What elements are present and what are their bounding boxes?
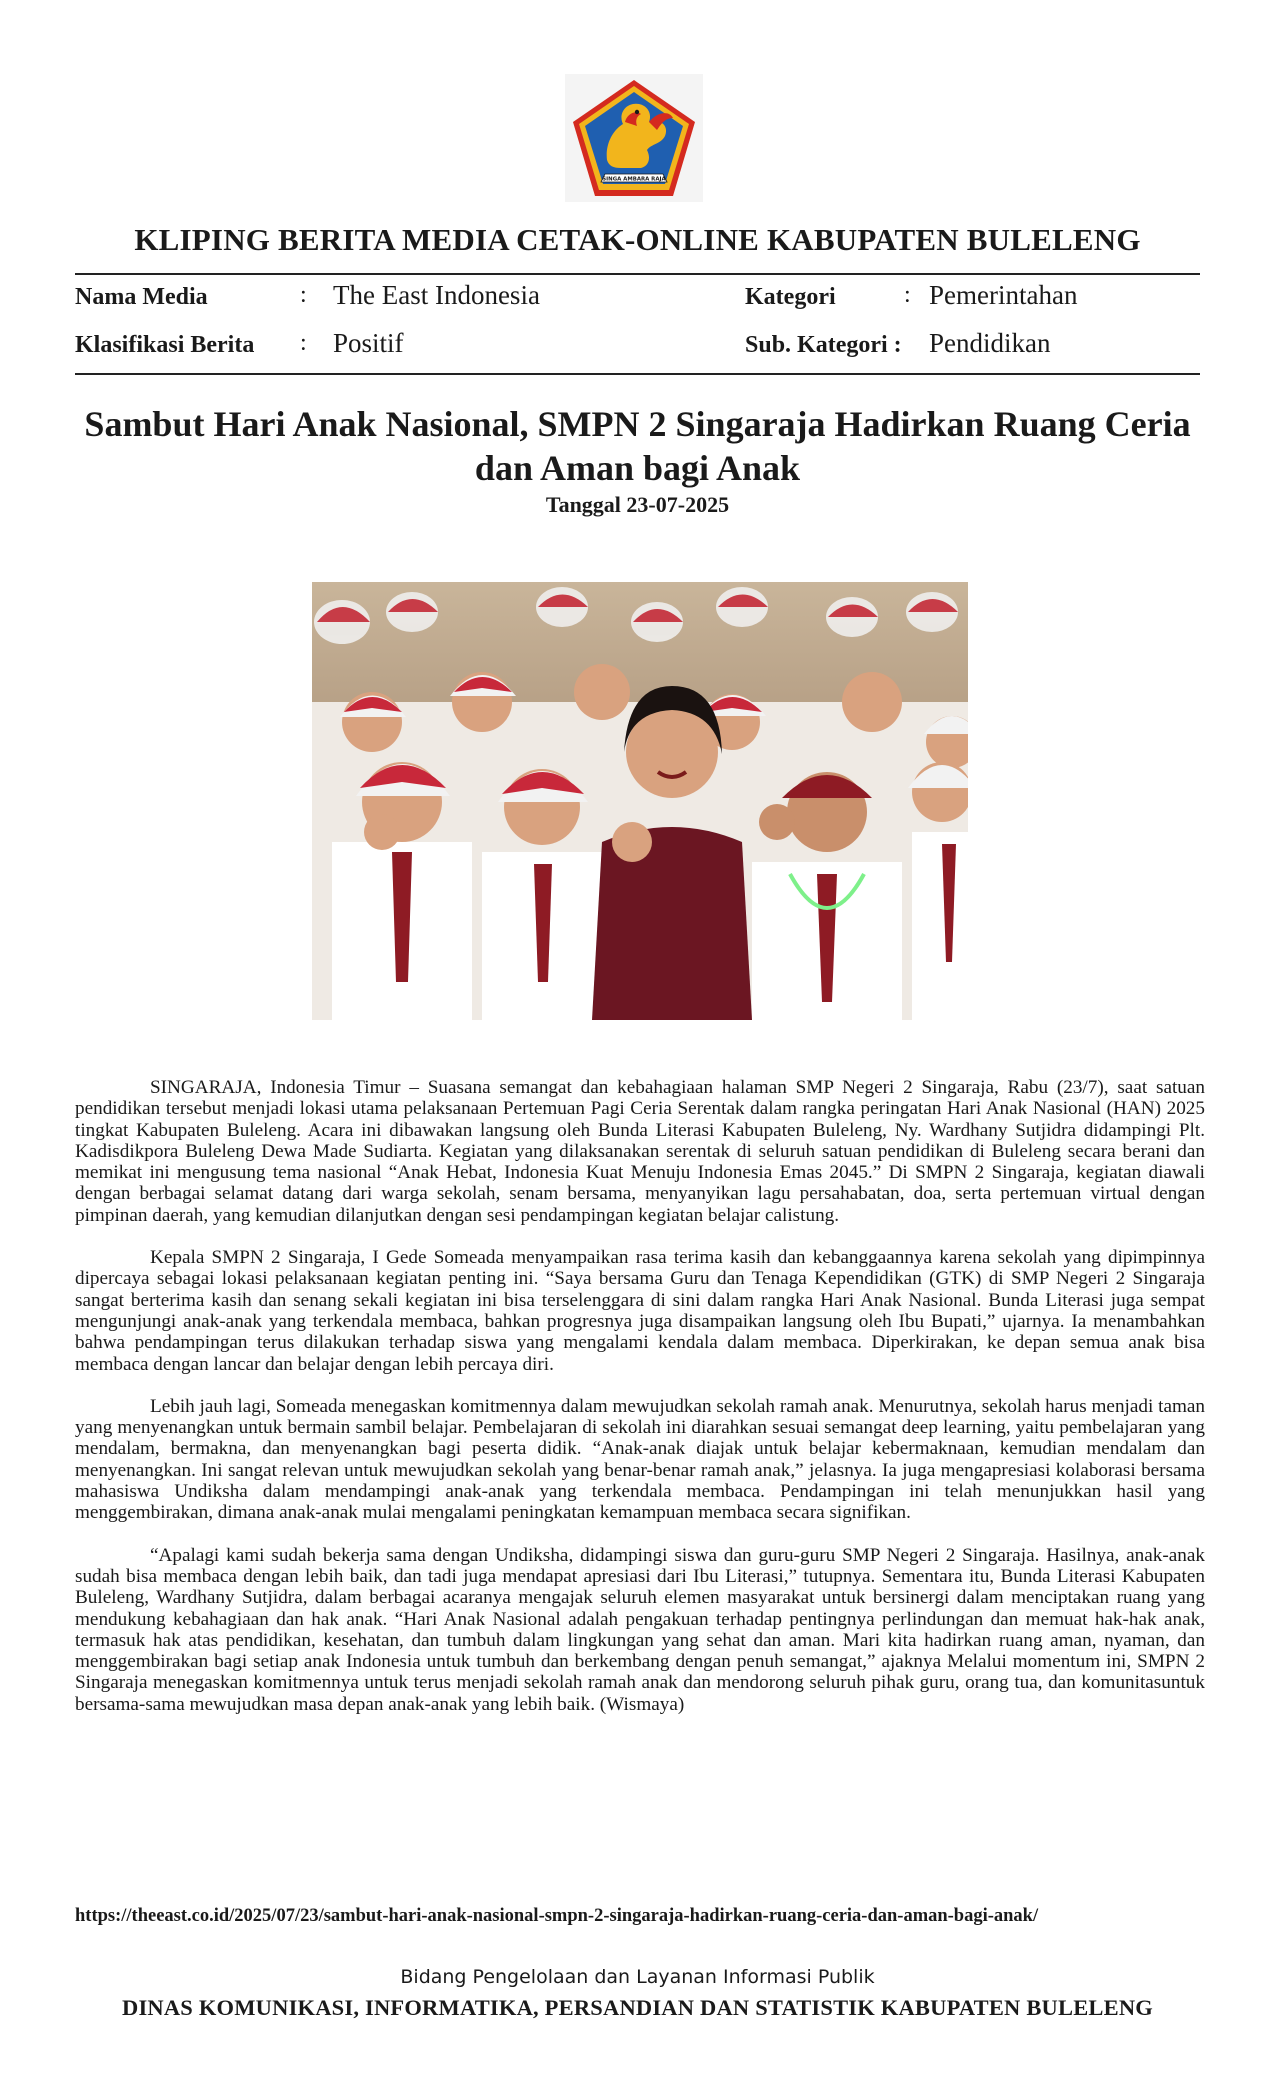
klasifikasi-colon: : <box>300 330 307 356</box>
media-colon: : <box>300 282 307 308</box>
media-value: The East Indonesia <box>333 280 540 310</box>
article-date: Tanggal 23-07-2025 <box>545 492 730 517</box>
footer-agency: DINAS KOMUNIKASI, INFORMATIKA, PERSANDIAN DAN STATISTIK KABUPATEN BULELENG <box>122 1995 1153 2020</box>
subkategori-value: Pendidikan <box>929 328 1051 358</box>
buleleng-regency-emblem <box>565 74 703 202</box>
article-paragraph: Lebih jauh lagi, Someada menegaskan komitmennya dalam mewujudkan sekolah ramah anak. Menurutnya, sekolah harus menjadi taman yang menyenangkan untuk bermain sambil belajar. Pembelajaran di sekolah ini diarahkan sesuai semangat deep learning, yaitu pembelajaran yang mendalam, bermakna, dan menyenangkan bagi peserta didik. “Anak-anak diajak untuk belajar kebermaknaan, kemudian mendalam dan menyenangkan. Ini sangat relevan untuk mewujudkan sekolah yang benar-benar ramah anak,” jelasnya. Ia juga mengapresiasi kolaborasi bersama mahasiswa Undiksha dalam mendampingi anak-anak yang terkendala membaca. Pendampingan ini telah menunjukkan hasil yang menggembirakan, dimana anak-anak mulai mengalami peningkatan kemampuan membaca secara signifikan. <box>75 1395 1205 1524</box>
kategori-value: Pemerintahan <box>929 280 1078 310</box>
article-body <box>75 1077 1205 1736</box>
article-title-line-2: dan Aman bagi Anak <box>474 448 801 488</box>
kategori-colon: : <box>904 282 911 308</box>
meta-row-klasifikasi <box>75 326 1200 366</box>
article-paragraph: “Apalagi kami sudah bekerja sama dengan Undiksha, didampingi siswa dan guru-guru SMP Negeri 2 Singaraja. Hasilnya, anak-anak sudah bisa membaca dengan lebih baik, dan tadi juga mendapat apresiasi dari Ibu Literasi,” tutupnya. Sementara itu, Bunda Literasi Kabupaten Buleleng, Wardhany Sutjidra, dalam berbagai acaranya mengajak seluruh elemen masyarakat untuk bersinergi dalam menciptakan ruang yang mendukung kebahagiaan dan hak anak. “Hari Anak Nasional adalah pengakuan terhadap pentingnya perlindungan dan memuat hak-hak anak, termasuk hak atas pendidikan, kesehatan, dan tumbuh dalam lingkungan yang sehat dan aman. Mari kita hadirkan ruang aman, nyaman, dan menggembirakan bagi setiap anak Indonesia untuk tumbuh dan berkembang dengan penuh semangat,” ajaknya Melalui momentum ini, SMPN 2 Singaraja menegaskan komitmennya untuk terus menjadi sekolah ramah anak dan mendorong seluruh pihak guru, orang tua, dan komunitasuntuk bersama-sama mewujudkan masa depan anak-anak yang lebih baik. (Wismaya) <box>75 1544 1205 1715</box>
emblem-caption: SINGA AMBARA RAJA <box>602 176 666 183</box>
article-paragraph: SINGARAJA, Indonesia Timur – Suasana semangat dan kebahagiaan halaman SMP Negeri 2 Singaraja, Rabu (23/7), saat satuan pendidikan tersebut menjadi lokasi utama pelaksanaan Pertemuan Pagi Ceria Serentak dalam rangka peringatan Hari Anak Nasional (HAN) 2025 tingkat Kabupaten Buleleng. Acara ini dibawakan langsung oleh Bunda Literasi Kabupaten Buleleng, Ny. Wardhany Sutjidra didampingi Plt. Kadisdikpora Buleleng Dewa Made Sudiarta. Kegiatan yang dilaksanakan serentak di seluruh satuan pendidikan di Buleleng secara berani dan memikat ini mengusung tema nasional “Anak Hebat, Indonesia Kuat Menuju Indonesia Emas 2045.” Di SMPN 2 Singaraja, kegiatan diawali dengan berbagai selamat datang dari warga sekolah, senam bersama, menyanyikan lagu persahabatan, doa, serta pertemuan virtual dengan pimpinan daerah, yang kemudian dilanjutkan dengan sesi pendampingan kegiatan belajar calistung. <box>75 1077 1205 1226</box>
klasifikasi-value: Positif <box>333 328 404 358</box>
header-divider-bottom <box>75 373 1200 375</box>
kategori-label: Kategori <box>745 284 836 310</box>
article-title-line-1: Sambut Hari Anak Nasional, SMPN 2 Singaraja Hadirkan Ruang Ceria <box>84 404 1191 444</box>
footer-division: Bidang Pengelolaan dan Layanan Informasi Publik <box>400 1966 875 1988</box>
article-paragraph: Kepala SMPN 2 Singaraja, I Gede Someada menyampaikan rasa terima kasih dan kebanggaannya karena sekolah yang dipimpinnya dipercaya sebagai lokasi pelaksanaan kegiatan penting ini. “Saya bersama Guru dan Tenaga Kependidikan (GTK) di SMP Negeri 2 Singaraja sangat berterima kasih dan senang sekali kegiatan ini bisa terselenggara di sini dalam rangka Hari Anak Nasional. Bunda Literasi juga sempat mengunjungi anak-anak yang terkendala membaca, bahkan progresnya juga disampaikan langsung oleh Ibu Bupati,” ujarnya. Ia menambahkan bahwa pendampingan terus dilakukan terhadap siswa yang mengalami kendala dalam membaca. Diperkirakan, ke depan semua anak bisa membaca dengan lancar dan belajar dengan lebih percaya diri. <box>75 1247 1205 1375</box>
meta-row-media <box>75 278 1200 318</box>
klasifikasi-label: Klasifikasi Berita <box>75 332 255 358</box>
clipping-header-title: KLIPING BERITA MEDIA CETAK-ONLINE KABUPATEN BULELENG <box>134 222 1141 257</box>
article-title <box>75 402 1200 490</box>
source-url-link[interactable]: https://theeast.co.id/2025/07/23/sambut-hari-anak-nasional-smpn-2-singaraja-hadirkan-ruang-ceria-dan-aman-bagi-anak/ <box>75 1906 1039 1926</box>
subkategori-label: Sub. Kategori : <box>745 332 902 358</box>
header-divider-top <box>75 273 1200 275</box>
media-label: Nama Media <box>75 284 208 310</box>
article-photo <box>312 582 968 1020</box>
